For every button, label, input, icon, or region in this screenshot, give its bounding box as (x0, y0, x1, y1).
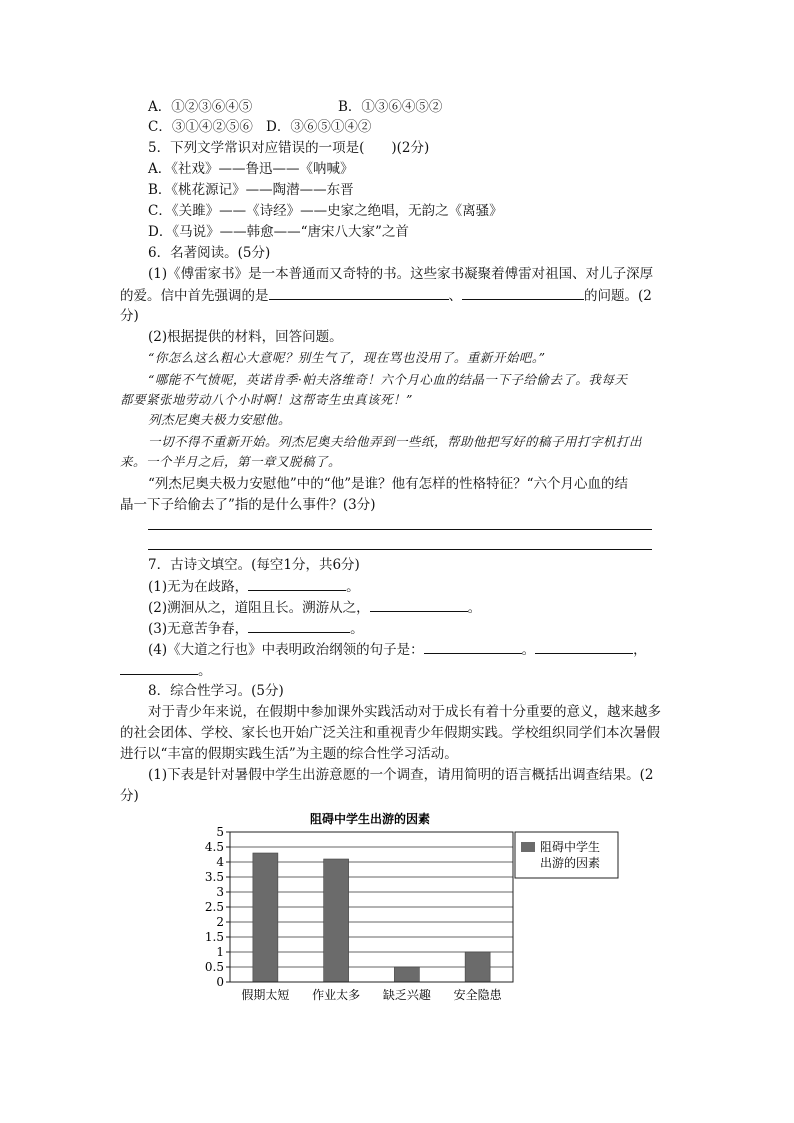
q6-part2-stem: (2)根据提供的材料，回答问题。 (148, 329, 343, 345)
q6-answer-blank-2[interactable] (462, 285, 584, 300)
q8-intro-line1: 对于青少年来说，在假期中参加课外实践活动对于成长有着十分重要的意义，越来越多 (148, 704, 661, 720)
q6-part1-line1: (1)《傅雷家书》是一本普通而又奇特的书。这些家书凝聚着傅雷对祖国、对儿子深厚 (148, 266, 654, 282)
q6-excerpt-line2: “哪能不气愤呢，英诺肯季·帕夫洛维奇！六个月心血的结晶一下子给偷去了。我每天 (148, 372, 628, 387)
chart-y-tick-label: 4.5 (204, 840, 224, 854)
chart-bar-3 (465, 952, 490, 982)
q4-option-b: B．①③⑥④⑤② (338, 99, 443, 115)
q7-blank-6[interactable] (120, 660, 198, 675)
q6-excerpt-line4: 列杰尼奥夫极力安慰他。 (148, 412, 292, 427)
q6-part1-text-a: 的爱。信中首先强调的是 (120, 288, 269, 304)
chart-y-tick-label: 1 (216, 945, 224, 959)
chart-x-label-0: 假期太短 (241, 988, 290, 1002)
q7-item-4-period: 。 (521, 642, 536, 658)
q7-item-2 (148, 597, 481, 618)
chart-y-tick-label: 3.5 (204, 870, 224, 884)
q6-question-line1: “列杰尼奥夫极力安慰他”中的“他”是谁？他有怎样的性格特征？“六个月心血的结 (148, 476, 629, 492)
chart-x-labels (241, 987, 502, 1002)
chart-y-ticks (205, 825, 230, 989)
chart-y-tick-label: 2 (216, 915, 224, 929)
q8-intro-line2: 的社会团体、学校、家长也开始广泛关注和重视青少年假期实践。学校组织同学们本次暑假 (120, 725, 660, 741)
chart-x-label-1: 作业太多 (312, 988, 361, 1002)
q7-item-2-text: (2)溯洄从之，道阻且长。溯游从之， (148, 600, 370, 616)
chart-x-label-3: 安全隐患 (453, 988, 502, 1002)
q7-item-3-text: (3)无意苦争春， (148, 621, 249, 637)
q7-stem: 7．古诗文填空。(每空1分，共6分) (148, 557, 360, 573)
q5-stem: 5．下列文学常识对应错误的一项是( )(2分) (148, 140, 430, 156)
chart-bar-2 (394, 967, 419, 982)
q6-excerpt-line1: “你怎么这么粗心大意呢？别生气了，现在骂也没用了。重新开始吧。” (148, 350, 546, 365)
q4-option-d: D．③⑥⑤①④② (266, 119, 372, 135)
chart-y-tick-label: 2.5 (204, 900, 224, 914)
chart-bar-1 (324, 859, 349, 982)
q6-part1-text-b: 的问题。(2 (584, 288, 652, 304)
chart-legend-box (515, 832, 618, 878)
chart-y-tick-label: 5 (216, 825, 224, 839)
q5-option-a: A．《社戏》——鲁迅——《呐喊》 (148, 161, 354, 177)
chart-x-label-2: 缺乏兴趣 (382, 988, 431, 1002)
q6-excerpt-line5: 一切不得不重新开始。列杰尼奥夫给他弄到一些纸，帮助他把写好的稿子用打字机打出 (148, 434, 643, 449)
chart-legend-label-line2: 出游的因素 (540, 856, 601, 870)
q8-intro-line3: 进行以“丰富的假期实践生活”为主题的综合性学习活动。 (120, 746, 458, 762)
q7-item-4 (148, 639, 647, 660)
q7-item-2-period: 。 (467, 600, 482, 616)
chart-legend-label-line1: 阻碍中学生 (540, 840, 601, 854)
q7-item-3-period: 。 (350, 621, 364, 637)
q7-item-4-final-period: 。 (198, 663, 212, 679)
q7-blank-2[interactable] (370, 597, 468, 612)
q6-excerpt-line6: 来。一个半月之后，第一章又脱稿了。 (120, 454, 342, 469)
q5-option-b: B．《桃花源记》——陶潜——东晋 (148, 182, 354, 198)
q7-blank-5[interactable] (535, 639, 633, 654)
q5-option-c: C．《关雎》——《诗经》——史家之绝唱，无韵之《离骚》 (148, 203, 503, 219)
q6-answer-line-1[interactable] (148, 529, 652, 530)
chart-y-tick-label: 4 (216, 855, 224, 869)
q6-stem: 6．名著阅读。(5分) (148, 245, 271, 261)
chart-title: 阻碍中学生出游的因素 (309, 812, 431, 826)
q6-part1-separator: 、 (448, 288, 462, 304)
q7-blank-4[interactable] (424, 639, 522, 654)
q8-sub1-line2: 分) (120, 788, 139, 804)
q7-item-4-comma: ， (633, 642, 647, 658)
q7-item-1-period: 。 (346, 579, 360, 595)
chart-legend-swatch (521, 842, 535, 852)
q6-answer-blank-1[interactable] (269, 285, 449, 300)
q7-item-3 (148, 618, 364, 639)
q6-part1-line2 (120, 285, 652, 306)
q6-question-line2: 晶一下子给偷去了”指的是什么事件？(3分) (120, 497, 376, 513)
q8-sub1-line1: (1)下表是针对暑假中学生出游意愿的一个调查，请用简明的语言概括出调查结果。(2 (148, 767, 654, 783)
q7-item-1 (148, 576, 360, 597)
q7-item-4-text: (4)《大道之行也》中表明政治纲领的句子是： (148, 642, 424, 658)
chart-y-tick-label: 0.5 (204, 960, 224, 974)
bar-chart (190, 808, 630, 1008)
chart-y-tick-label: 1.5 (204, 930, 224, 944)
q4-option-a: A．①②③⑥④⑤ (148, 99, 253, 115)
q7-item-1-text: (1)无为在歧路， (148, 579, 249, 595)
chart-y-tick-label: 0 (216, 975, 224, 989)
q6-answer-line-2[interactable] (148, 549, 652, 550)
chart-bars (253, 853, 490, 982)
q6-excerpt-line3: 都要紧张地劳动八个小时啊！这帮寄生虫真该死！” (120, 392, 413, 407)
chart-bar-0 (253, 853, 278, 982)
q4-option-c: C．③①④②⑤⑥ (148, 119, 253, 135)
chart-y-tick-label: 3 (216, 885, 224, 899)
q7-blank-1[interactable] (248, 576, 346, 591)
q5-option-d: D．《马说》——韩愈——“唐宋八大家”之首 (148, 224, 409, 240)
q8-stem: 8．综合性学习。(5分) (148, 683, 284, 699)
q6-part1-line3: 分) (120, 308, 139, 324)
q7-item-4-continued (120, 660, 212, 681)
q7-blank-3[interactable] (248, 618, 350, 633)
